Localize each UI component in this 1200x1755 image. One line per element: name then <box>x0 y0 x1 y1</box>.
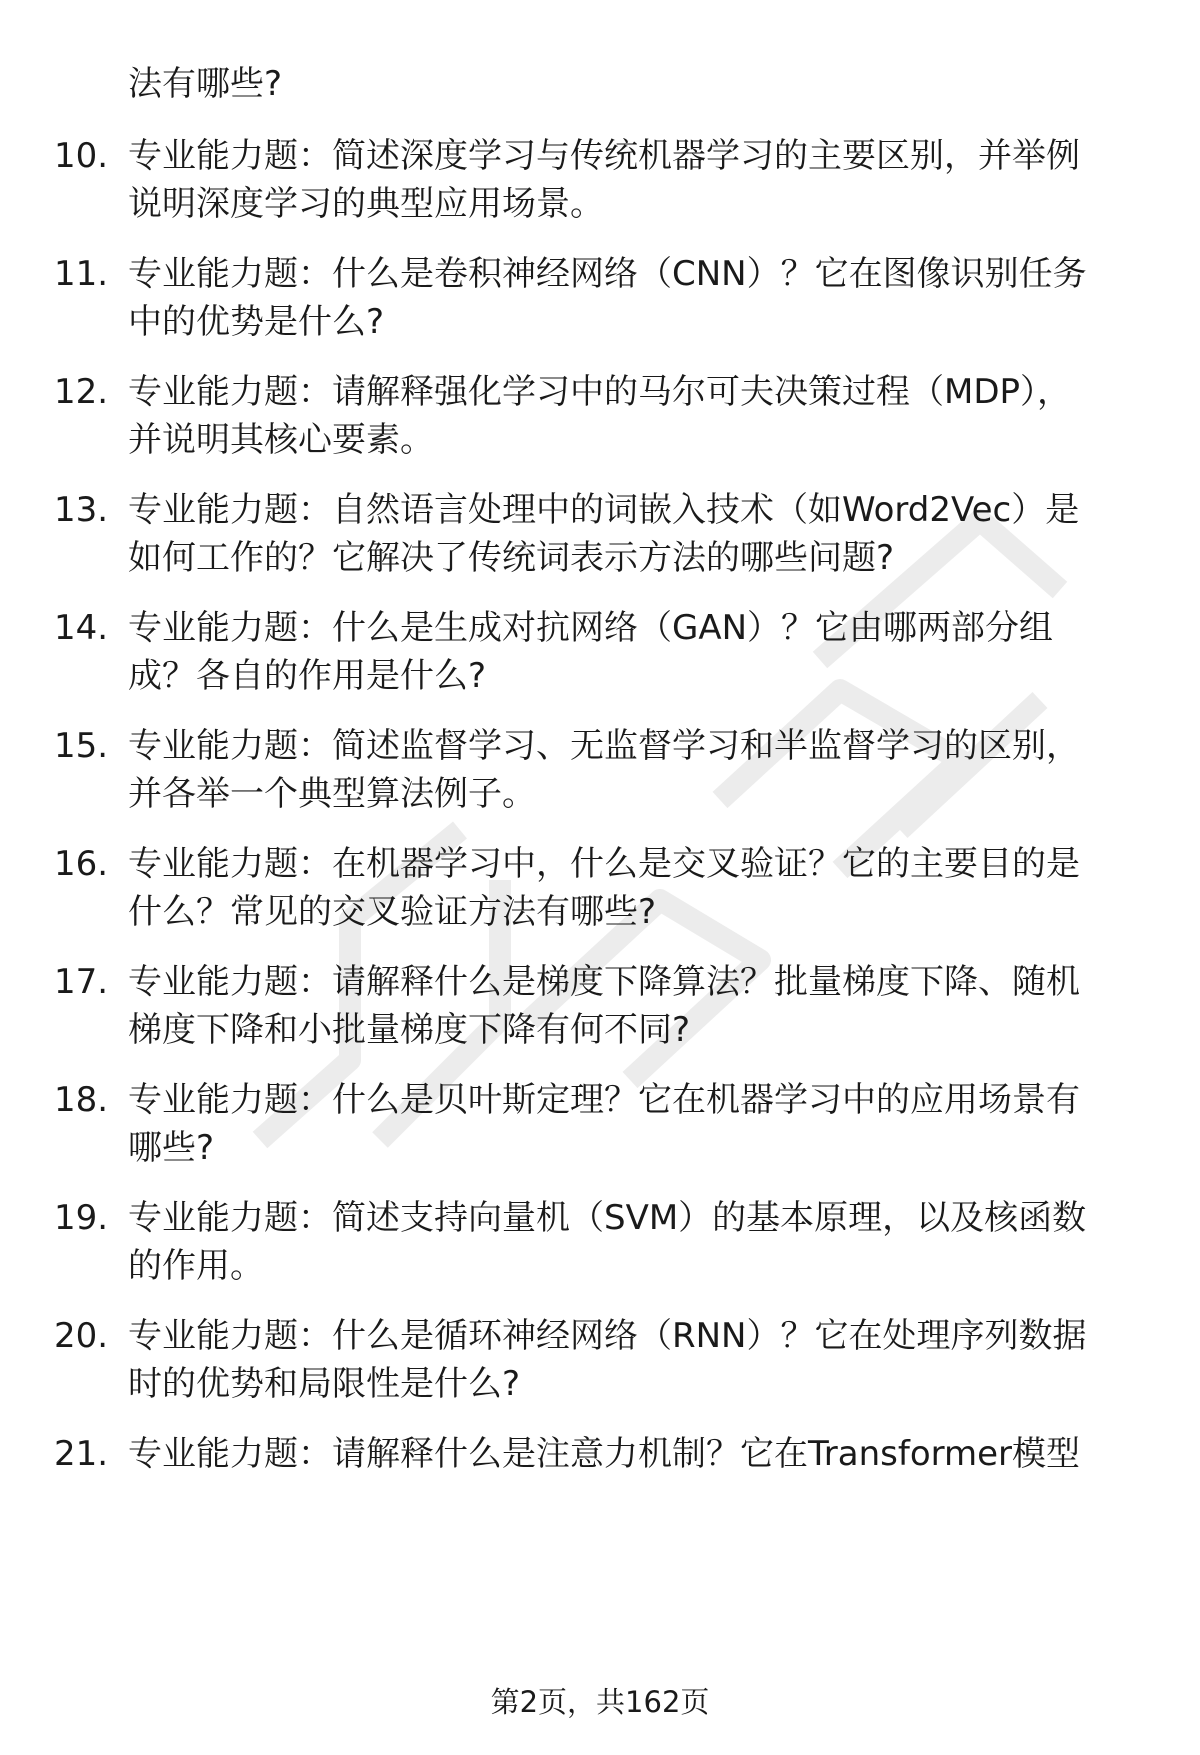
list-item <box>0 958 1200 1058</box>
item-text-line: 专业能力题：简述支持向量机（SVM）的基本原理，以及核函数 <box>128 1198 1087 1238</box>
list-item <box>0 604 1200 704</box>
item-text-line: 成？各自的作用是什么? <box>128 656 487 696</box>
list-item <box>0 840 1200 940</box>
item-number: 11. <box>54 254 109 294</box>
item-text-line: 专业能力题：什么是卷积神经网络（CNN）？它在图像识别任务 <box>128 254 1087 294</box>
list-item <box>0 1312 1200 1412</box>
item-number: 10. <box>54 136 109 176</box>
item-text-line: 的作用。 <box>128 1246 264 1286</box>
item-number: 14. <box>54 608 109 648</box>
item-text-line: 哪些? <box>128 1128 215 1168</box>
list-item <box>0 722 1200 822</box>
list-item <box>0 1194 1200 1294</box>
continuation-text: 法有哪些? <box>128 64 283 104</box>
item-text-line: 专业能力题：在机器学习中，什么是交叉验证？它的主要目的是 <box>128 844 1080 884</box>
item-number: 18. <box>54 1080 109 1120</box>
item-number: 17. <box>54 962 109 1002</box>
item-text-line: 专业能力题：简述监督学习、无监督学习和半监督学习的区别， <box>128 726 1080 766</box>
page-number-footer: 第2页，共162页 <box>490 1685 710 1719</box>
list-item <box>0 368 1200 468</box>
item-text-line: 中的优势是什么? <box>128 302 385 342</box>
list-item <box>0 1076 1200 1176</box>
item-number: 16. <box>54 844 109 884</box>
list-item <box>0 1430 1200 1530</box>
item-text-line: 专业能力题：什么是生成对抗网络（GAN）？它由哪两部分组 <box>128 608 1054 648</box>
item-text-line: 说明深度学习的典型应用场景。 <box>128 184 604 224</box>
item-text-line: 专业能力题：什么是贝叶斯定理？它在机器学习中的应用场景有 <box>128 1080 1080 1120</box>
item-number: 13. <box>54 490 109 530</box>
list-item <box>0 132 1200 232</box>
item-text-line: 专业能力题：请解释什么是梯度下降算法？批量梯度下降、随机 <box>128 962 1080 1002</box>
item-text-line: 专业能力题：请解释强化学习中的马尔可夫决策过程（MDP）， <box>128 372 1072 412</box>
item-text-line: 专业能力题：简述深度学习与传统机器学习的主要区别，并举例 <box>128 136 1080 176</box>
list-item <box>0 486 1200 586</box>
item-number: 21. <box>54 1434 109 1474</box>
list-item <box>0 250 1200 350</box>
item-text-line: 专业能力题：自然语言处理中的词嵌入技术（如Word2Vec）是 <box>128 490 1080 530</box>
item-text-line: 专业能力题：什么是循环神经网络（RNN）？它在处理序列数据 <box>128 1316 1087 1356</box>
item-text-line: 梯度下降和小批量梯度下降有何不同? <box>128 1010 691 1050</box>
item-number: 20. <box>54 1316 109 1356</box>
item-text-line: 什么？常见的交叉验证方法有哪些? <box>128 892 657 932</box>
item-text-line: 专业能力题：请解释什么是注意力机制？它在Transformer模型 <box>128 1434 1081 1474</box>
item-text-line: 如何工作的？它解决了传统词表示方法的哪些问题? <box>128 538 895 578</box>
item-text-line: 时的优势和局限性是什么? <box>128 1364 521 1404</box>
item-text-line: 并各举一个典型算法例子。 <box>128 774 536 814</box>
item-number: 12. <box>54 372 109 412</box>
item-text-line: 并说明其核心要素。 <box>128 420 434 460</box>
item-number: 15. <box>54 726 109 766</box>
item-number: 19. <box>54 1198 109 1238</box>
